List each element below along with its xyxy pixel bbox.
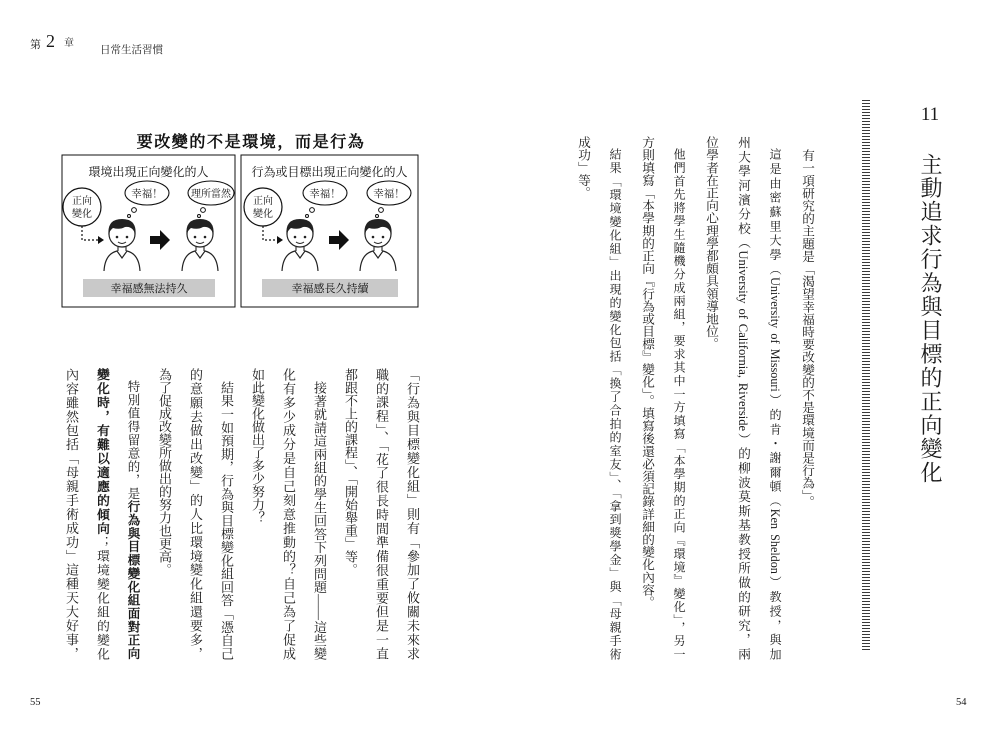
body-text-column: 如此變化做出了多少努力？ <box>250 368 265 524</box>
section-title: 主動追求行為與目標的正向變化 <box>918 153 943 483</box>
panel-heading: 行為或目標出現正向變化的人 <box>251 165 408 179</box>
body-text-column: 結果「環境變化組」出現的變化包括「換了合拍的室友」、「拿到獎學金」與「母親手術 <box>608 148 622 660</box>
bubble-label: 幸福！ <box>131 188 163 200</box>
body-text-column: 成功」等。 <box>576 136 590 199</box>
trigger-label: 變化 <box>253 209 273 220</box>
body-text-column: 有一項研究的主題是「渴望幸福時要改變的不是環境而是行為」。 <box>800 148 814 508</box>
text-segment: 特別值得留意的，是 <box>126 380 140 501</box>
figure <box>50 125 430 315</box>
trigger-circle <box>63 188 101 226</box>
emphasis-text: 行為與目標變化組面對正向 <box>126 500 140 660</box>
trigger-label: 正向 <box>253 196 273 207</box>
body-text-column: 接著就請這兩組的學生回答下列問題——這些變 <box>312 381 327 660</box>
body-text-column <box>125 368 141 660</box>
body-text-column: 職的課程」、「花了很長時間準備很重要但是一直 <box>374 368 389 660</box>
body-text-column: 位學者在正向心理學都頗具領導地位。 <box>704 136 718 351</box>
body-text-column: 的意願去做出改變」的人比環境變化組還要多， <box>188 368 203 660</box>
result-label: 幸福感無法持久 <box>110 282 188 295</box>
body-text-column <box>94 368 110 660</box>
body-text-column: 「行為與目標變化組」則有「參加了攸關未來求 <box>405 368 420 660</box>
chapter-prefix: 第 <box>30 39 41 51</box>
result-label: 幸福感長久持續 <box>291 282 369 295</box>
bubble-trail <box>198 215 201 218</box>
figure-title: 要改變的不是環境，而是行為 <box>136 132 366 151</box>
body-text-column: 這是由密蘇里大學（University of Missouri）的肯・謝爾頓（Ken Sheldon）教授，與加 <box>768 148 782 660</box>
body-text-column: 內容雖然包括「母親手術成功」這種天大好事， <box>64 368 79 660</box>
chapter-number: 2 <box>46 31 55 51</box>
body-text-column: 化有多少成分是自己刻意推動的？自己為了促成 <box>281 368 296 660</box>
body-text-column: 為了促成改變所做出的努力也更高。 <box>157 368 172 576</box>
panel-environment <box>62 155 235 307</box>
trigger-label: 正向 <box>72 196 92 207</box>
body-text-column: 州大學河濱分校（University of California, Riverside）的柳波莫斯基教授所做的研究，兩 <box>736 136 750 660</box>
chapter-suffix: 章 <box>64 38 74 49</box>
trigger-label: 變化 <box>72 209 92 220</box>
panel-behavior <box>241 155 418 307</box>
page-number-right: 54 <box>956 697 967 708</box>
bubble-trail <box>201 208 206 213</box>
bubble-label: 幸福！ <box>309 188 341 200</box>
panel-heading: 環境出現正向變化的人 <box>88 165 209 179</box>
bubble-trail <box>379 208 384 213</box>
body-text-column: 都跟不上的課程」、「開始舉重」等。 <box>343 368 358 576</box>
body-text-column: 結果一如預期，行為與目標變化組回答「憑自己 <box>219 381 234 660</box>
bubble-label: 理所當然 <box>191 189 231 200</box>
bubble-trail <box>376 215 379 218</box>
bubble-trail <box>310 208 315 213</box>
bubble-trail <box>132 208 137 213</box>
trigger-circle <box>244 188 282 226</box>
body-text-column: 方則填寫「本學期的正向『行為或目標』變化」。填寫後還必須記錄詳細的變化內容。 <box>640 136 654 609</box>
section-number: 11 <box>920 104 940 125</box>
body-text-column: 他們首先將學生隨機分成兩組，要求其中一方填寫「本學期的正向『環境』變化」，另一 <box>672 148 686 660</box>
emphasis-text: 變化時，有難以適應的傾向 <box>95 368 109 536</box>
section-divider <box>862 100 870 652</box>
bubble-trail <box>306 215 309 218</box>
page-number-left: 55 <box>30 697 41 708</box>
chapter-title: 日常生活習慣 <box>100 44 163 56</box>
bubble-label: 幸福！ <box>373 188 405 200</box>
bubble-trail <box>128 215 131 218</box>
text-segment: ；環境變化組的變化 <box>95 535 109 660</box>
